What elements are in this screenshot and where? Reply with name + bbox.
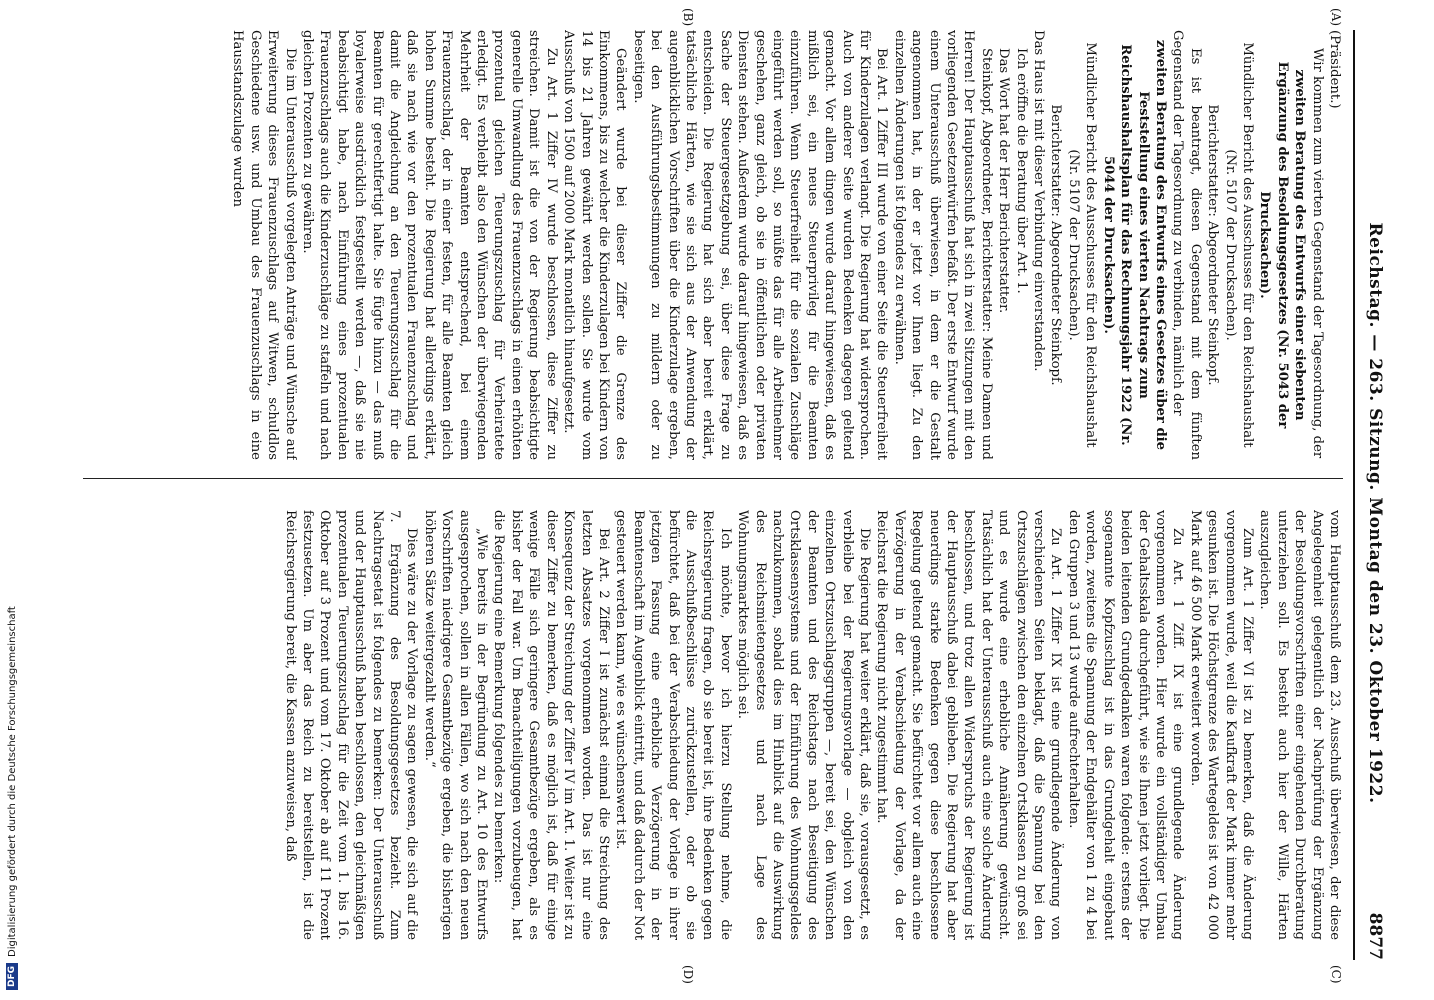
right-paragraph: Bei Art. 2 Ziffer I ist zunächst einmal die Streichung des letzten Absatzes vorgenommen worden. Das ist nur eine Konsequenz der Streichung der Ziffer IV im Art. 1. Weiter ist zu dieser Ziffer zu bemerken, daß es möglich ist, daß für einige wenige Fälle sich geringere Gesamtbezüge ergeben, als es bisher der Fall war. Um Benachteiligungen vorzubeugen, hat die Regierung eine Bemerkung folgendes zu bemerken: bbox=[491, 510, 611, 940]
left-paragraph: Mündlicher Bericht des Ausschusses für den Reichshaushalt (Nr. 5107 der Drucksachen). bbox=[1065, 42, 1099, 448]
left-paragraph: Berichterstatter: Abgeordneter Steinkopf. bbox=[1205, 104, 1221, 386]
footer-text: Digitalisierung gefördert durch die Deutsche Forschungsgemeinschaft bbox=[6, 606, 18, 957]
left-paragraph: Zu Art. 1 Ziffer IV wurde beschlossen, diese Ziffer zu streichen. Damit ist die von der Regierung beabsichtigte generelle Umwandlung des Frauenzuschlags in einen erhöhten prozentual gleichen Teuerungszuschlag für Verheiratete erledigt. Es verbleibt also den Wünschen der überwiegenden Mehrheit der Beamten entsprechend, bei einem Frauenzuschlag, der in einer festen, für alle Beamten gleich hohen Summe besteht. Die Regierung hat allerdings erklärt, daß sie nach wie vor den prozentualen Frauenzuschlag und damit die Angleichung an den Teuerungszuschlag für die Beamten für gerechtfertigt halte. Sie fügte hinzu — das muß loyalerweise ausdrücklich festgestellt werden —, daß sie nie beabsichtigt habe, nach Einführung eines prozentualen Frauenzuschlags auch die Kinderzuschläge zu staffeln und nach gleichen Prozenten zu gewähren. bbox=[300, 30, 559, 460]
right-paragraph: „Wie bereits in der Begründung zu Art. 10 des Entwurfs ausgesprochen, sollen in allen Fällen, wo sich nach den neuen Vorschriften niedrigere Gesamtbezüge ergeben, die bisherigen höheren Sätze weitergezahlt werden.“ bbox=[421, 510, 490, 940]
column-divider bbox=[83, 478, 1343, 479]
left-paragraph: zweiten Beratung des Entwurfs eines Gesetzes über die Feststellung eines vierten Nachtrags zum Reichshaushaltsplan für das Rechnungsjahr 1922 (Nr. 5044 der Drucksachen). bbox=[1100, 39, 1168, 451]
margin-marker-c: (C) bbox=[1329, 965, 1343, 984]
right-paragraph: Zu Art. 1 Ziffer IX ist eine grundlegende Änderung von verschiedenen Seiten beklagt, daß die Spannung bei den Ortszuschlägen zwischen den einzelnen Ortsklassen zu groß sei und es wurde eine erhebliche Annäherung gewünscht. Tatsächlich hat der Unterausschuß auch eine solche Änderung beschlossen, und trotz allen Widerspruchs der Regierung ist der Hauptausschuß dabei geblieben. Die Regierung hat aber neuerdings starke Bedenken gegen diese beschlossene Regelung geltend gemacht. Sie befürchtet vor allem auch eine Verzögerung in der Verabschiedung der Vorlage, da der Reichsrat die Regierung nicht zugestimmt hat. bbox=[874, 510, 1064, 940]
margin-marker-d: (D) bbox=[681, 965, 695, 984]
rotated-page bbox=[65, 0, 1395, 1000]
left-column bbox=[83, 30, 1343, 460]
right-paragraph: Dies wäre zu der Vorlage zu sagen gewesen, die sich auf die 7. Ergänzung des Besoldungsgesetzes bezieht. Zum Nachtragsetat ist folgendes zu bemerken: Der Unterausschuß und der Hauptausschuß haben beschlossen, den gleichmäßigen prozentualen Teuerungszuschlag für die Zeit vom 1. bis 16. Oktober auf 3 Prozent und vom 17. Oktober ab auf 11 Prozent festzusetzen. Um aber das Reich zu bereitstellen, ist die Reichsregierung bereit, die Kassen anzuweisen, daß bbox=[282, 510, 420, 940]
left-paragraph: zweiten Beratung des Entwurfs einer siebenten Ergänzung des Besoldungsgesetzes (Nr. 5043 der Drucksachen). bbox=[1257, 61, 1308, 429]
left-paragraph: Die im Unterausschuß vorgelegten Anträge und Wünsche auf Erweiterung dieses Frauenzuschlags auf Witwen, schuldlos Geschiedene usw. und Umbau des Frauenzuschlags in eine Hausstandszulage wurden bbox=[230, 30, 298, 460]
left-paragraph: Wir kommen zum vierten Gegenstand der Tagesordnung, der bbox=[1309, 48, 1325, 459]
left-paragraph: Geändert wurde bei dieser Ziffer die Grenze des Einkommens, bis zu welcher die Kinderzulagen bei Kindern von 14 bis 21 Jahren gewährt werden sollen. Sie wurde vom Ausschuß von 1500 auf 2000 Mark monatlich hinaufgesetzt. bbox=[561, 30, 629, 460]
left-paragraph: Bei Art. 1 Ziffer III wurde von einer Seite die Steuerfreiheit für Kinderzulagen verlangt. Die Regierung hat widersprochen. Auch von anderer Seite wurden Bedenken dagegen geltend gemacht. Vor allem dingen wurde darauf hingewiesen, daß es mißlich sei, ein neues Steuerprivileg für die Beamten einzuführen. Wenn Steuerfreiheit für die sozialen Zuschläge eingeführt werden soll, so müßte das für alle Arbeitnehmer geschehen, ganz gleich, ob sie in öffentlichen oder privaten Diensten stehen. Außerdem wurde darauf hingewiesen, daß es Sache der Steuergesetzgebung sei, über diese Frage zu entscheiden. Die Regierung hat sich aber bereit erklärt, tatsächliche Härten, wie sie sich aus der Anwendung der augenblicklichen Vorschriften über die Kinderzulage ergeben, bei den Ausführungsbestimmungen zu mildern oder zu beseitigen. bbox=[630, 30, 890, 460]
left-paragraph: Das Haus ist mit dieser Verbindung einverstanden. bbox=[1031, 30, 1047, 372]
speaker-label-inline: (Präsident.) bbox=[1327, 30, 1342, 109]
page-number: 8877 bbox=[1365, 912, 1385, 960]
margin-marker-a: (A) bbox=[1329, 8, 1343, 27]
left-paragraph: Steinkopf, Abgeordneter, Berichterstatter: Meine Damen und Herren! Der Hauptausschuß hat sich in zwei Sitzungen mit den vorliegenden Gesetzentwürfen befaßt. Der erste Entwurf wurde einem Unterausschuß überwiesen, in dem er die Gestalt angenommen hat, in der er jetzt vor Ihnen liegt. Zu den einzelnen Änderungen ist folgendes zu erwähnen. bbox=[891, 30, 994, 460]
right-paragraph: Zu Art. 1 Ziff. IX ist eine grundlegende Änderung vorgenommen worden. Hier wurde ein vollständiger Umbau der Gehaltsskala durchgeführt, wie sie Ihnen jetzt vorliegt. Die beiden leitenden Grundgedanken waren folgende: erstens der sogenannte Kopfzuschlag ist in das Grundgehalt eingebaut worden, zweitens die Spannung der Endgehälter von 1 zu 4 bei den Gruppen 3 und 13 wurde aufrechterhalten. bbox=[1065, 510, 1186, 940]
left-paragraph: Ich eröffne die Beratung über Art. 1. bbox=[1013, 48, 1029, 294]
right-column bbox=[83, 510, 1343, 940]
left-paragraph: Das Wort hat der Herr Berichterstatter. bbox=[996, 48, 1012, 314]
page-title: Reichstag. — 263. Sitzung. Montag den 23. Oktober 1922. bbox=[1365, 222, 1385, 804]
right-paragraph: Zum Art. 1 Ziffer VI ist zu bemerken, daß die Änderung vorgenommen wurde, weil die Kaufkraft der Mark immer mehr gesunken ist. Die Höchstgrenze des Wartegeldes ist von 42 000 Mark auf 46 500 Mark erweitert worden. bbox=[1187, 510, 1255, 940]
left-paragraph: Mündlicher Bericht des Ausschusses für den Reichshaushalt (Nr. 5107 der Drucksachen). bbox=[1222, 42, 1255, 448]
left-paragraph: Es ist beantragt, diesen Gegenstand mit dem fünften Gegenstand der Tagesordnung zu verbinden, nämlich der bbox=[1170, 30, 1203, 460]
dfg-logo: DFG bbox=[6, 963, 18, 990]
page-header bbox=[1353, 30, 1395, 960]
margin-marker-b: (B) bbox=[681, 8, 695, 27]
right-paragraph: Ich möchte, bevor ich hierzu Stellung nehme, die Reichsregierung fragen, ob sie bereit ist, ihre Bedenken gegen die Ausschußbeschlüsse zurückzustellen, oder ob sie befürchtet, daß bei der Verabschiedung der Vorlage in ihrer jetzigen Fassung eine erhebliche Verzögerung in der Beamtenschaft im Augenblick eintritt, und daß dadurch der Not gesteuert werden kann, wie es wünschenswert ist. bbox=[613, 510, 733, 940]
left-paragraph: Berichterstatter: Abgeordneter Steinkopf. bbox=[1048, 104, 1064, 386]
right-paragraph: Die Regierung hat weiter erklärt, daß sie, vorausgesetzt, es verbleibe bei der Regierungsvorlage — obgleich von den einzelnen Ortszuschlagsgruppen —, bereit sei, den Wünschen der Beamten und des Reichstags nach Beseitigung des Ortsklassensystems und der Einführung des Wohnungsgeldes nachzukommen, sobald dies im Hinblick auf die Auswirkung des Reichsmietengesetzes und nach Lage des Wohnungsmarktes möglich sei. bbox=[735, 510, 873, 940]
digitization-footer bbox=[2, 10, 22, 990]
right-paragraph: vom Hauptausschuß dem 23. Ausschuß überwiesen, der diese Angelegenheit gelegentlich der Nachprüfung der Ergänzung der Besoldungsvorschriften einer eingehenden Durchberatung unterziehen soll. Es besteht auch hier der Wille, Härten auszugleichen. bbox=[1257, 510, 1342, 940]
